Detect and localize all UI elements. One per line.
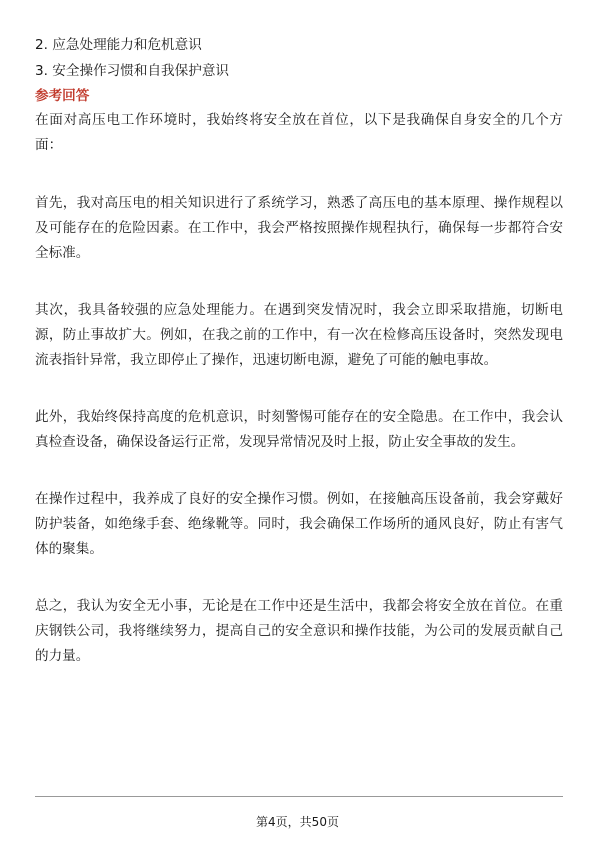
paragraph-awareness: 此外，我始终保持高度的危机意识，时刻警惕可能存在的安全隐患。在工作中，我会认真检查设备，确保设备运行正常，发现异常情况及时上报，防止安全事故的发生。 <box>35 409 563 450</box>
footer-divider <box>35 796 563 797</box>
list-item: 2. 应急处理能力和危机意识 <box>35 37 202 53</box>
document-body <box>35 33 563 701</box>
paragraph-emergency: 其次，我具备较强的应急处理能力。在遇到突发情况时，我会立即采取措施，切断电源，防止事故扩大。例如，在我之前的工作中，有一次在检修高压设备时，突然发现电流表指针异常，我立即停止了操作，迅速切断电源，避免了可能的触电事故。 <box>35 302 563 368</box>
paragraph-knowledge: 首先，我对高压电的相关知识进行了系统学习，熟悉了高压电的基本原理、操作规程以及可能存在的危险因素。在工作中，我会严格按照操作规程执行，确保每一步都符合安全标准。 <box>35 195 563 261</box>
paragraph-conclusion: 总之，我认为安全无小事，无论是在工作中还是生活中，我都会将安全放在首位。在重庆钢铁公司，我将继续努力，提高自己的安全意识和操作技能，为公司的发展贡献自己的力量。 <box>35 598 563 664</box>
intro-paragraph: 在面对高压电工作环境时，我始终将安全放在首位，以下是我确保自身安全的几个方面： <box>35 112 563 153</box>
answer-heading: 参考回答 <box>35 88 90 104</box>
page-number: 第4页，共50页 <box>256 815 339 829</box>
paragraph-habits: 在操作过程中，我养成了良好的安全操作习惯。例如，在接触高压设备前，我会穿戴好防护装备，如绝缘手套、绝缘靴等。同时，我会确保工作场所的通风良好，防止有害气体的聚集。 <box>35 491 563 557</box>
list-item: 3. 安全操作习惯和自我保护意识 <box>35 63 230 79</box>
